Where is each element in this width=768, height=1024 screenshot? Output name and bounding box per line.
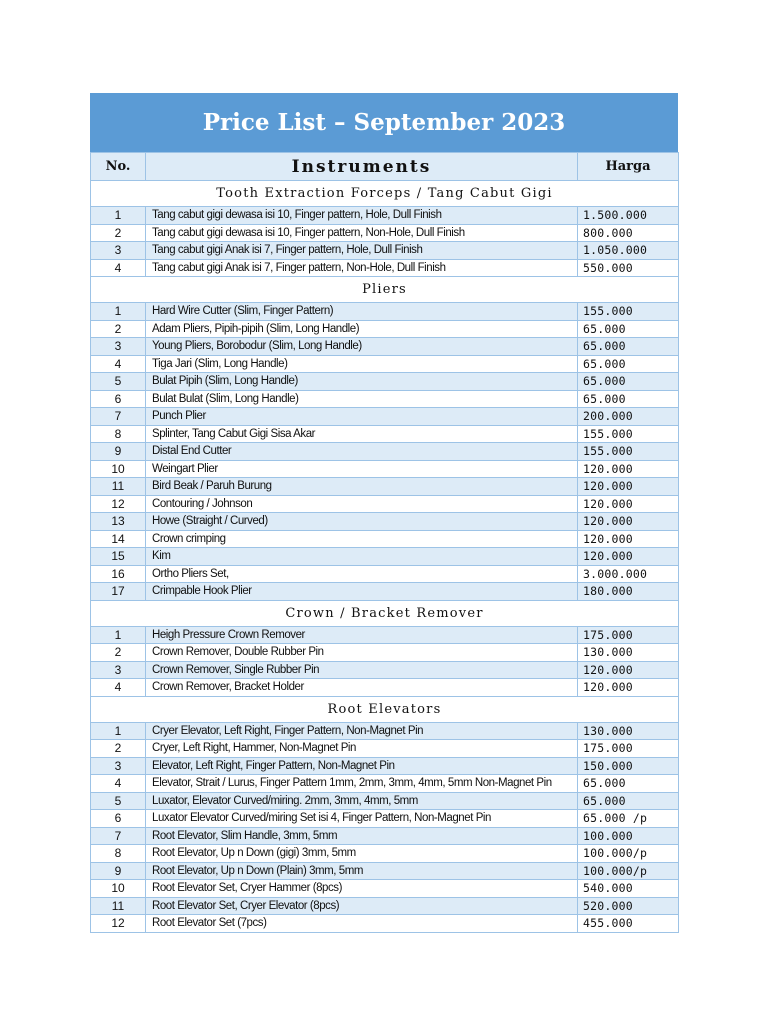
item-price: 155.000 (578, 425, 679, 443)
table-row (91, 810, 679, 828)
row-number: 4 (91, 259, 146, 277)
row-number: 1 (91, 207, 146, 225)
table-row (91, 425, 679, 443)
item-description: Ortho Pliers Set, (146, 565, 578, 583)
row-number: 8 (91, 425, 146, 443)
table-row (91, 722, 679, 740)
section-title: Root Elevators (91, 696, 679, 722)
item-price: 180.000 (578, 583, 679, 601)
section-header-row (91, 181, 679, 207)
item-description: Crown crimping (146, 530, 578, 548)
row-number: 13 (91, 513, 146, 531)
section-title: Tooth Extraction Forceps / Tang Cabut Gigi (91, 181, 679, 207)
table-row (91, 775, 679, 793)
item-description: Bird Beak / Paruh Burung (146, 478, 578, 496)
item-description: Elevator, Strait / Lurus, Finger Pattern 1mm, 2mm, 3mm, 4mm, 5mm Non-Magnet Pin (146, 775, 578, 793)
section-title: Pliers (91, 277, 679, 303)
table-row (91, 495, 679, 513)
row-number: 7 (91, 827, 146, 845)
item-description: Howe (Straight / Curved) (146, 513, 578, 531)
item-description: Adam Pliers, Pipih-pipih (Slim, Long Handle) (146, 320, 578, 338)
section-header-row (91, 696, 679, 722)
row-number: 4 (91, 679, 146, 697)
table-header-row (91, 153, 679, 181)
table-row (91, 478, 679, 496)
row-number: 4 (91, 775, 146, 793)
table-row (91, 548, 679, 566)
price-list-sheet (90, 93, 678, 933)
item-price: 120.000 (578, 661, 679, 679)
item-price: 120.000 (578, 530, 679, 548)
item-price: 65.000 (578, 775, 679, 793)
table-row (91, 320, 679, 338)
page-title: Price List – September 2023 (90, 93, 678, 152)
item-price: 65.000 (578, 390, 679, 408)
item-description: Luxator Elevator Curved/miring Set isi 4, Finger Pattern, Non-Magnet Pin (146, 810, 578, 828)
item-price: 65.000 /p (578, 810, 679, 828)
item-description: Root Elevator Set, Cryer Hammer (8pcs) (146, 880, 578, 898)
item-description: Contouring / Johnson (146, 495, 578, 513)
table-row (91, 757, 679, 775)
item-price: 100.000/p (578, 862, 679, 880)
row-number: 12 (91, 495, 146, 513)
table-row (91, 373, 679, 391)
header-no: No. (91, 153, 146, 181)
table-row (91, 862, 679, 880)
item-price: 800.000 (578, 224, 679, 242)
item-price: 155.000 (578, 303, 679, 321)
row-number: 5 (91, 373, 146, 391)
item-description: Cryer Elevator, Left Right, Finger Pattern, Non-Magnet Pin (146, 722, 578, 740)
table-row (91, 355, 679, 373)
item-price: 65.000 (578, 792, 679, 810)
section-title: Crown / Bracket Remover (91, 600, 679, 626)
item-price: 540.000 (578, 880, 679, 898)
row-number: 5 (91, 792, 146, 810)
table-row (91, 915, 679, 933)
row-number: 7 (91, 408, 146, 426)
price-table (90, 152, 679, 933)
table-row (91, 443, 679, 461)
table-row (91, 583, 679, 601)
item-price: 1.050.000 (578, 242, 679, 260)
item-price: 1.500.000 (578, 207, 679, 225)
item-price: 155.000 (578, 443, 679, 461)
item-price: 130.000 (578, 722, 679, 740)
table-row (91, 897, 679, 915)
item-description: Root Elevator, Up n Down (gigi) 3mm, 5mm (146, 845, 578, 863)
row-number: 9 (91, 862, 146, 880)
row-number: 10 (91, 880, 146, 898)
table-row (91, 460, 679, 478)
row-number: 11 (91, 897, 146, 915)
item-price: 120.000 (578, 679, 679, 697)
row-number: 16 (91, 565, 146, 583)
row-number: 1 (91, 303, 146, 321)
row-number: 3 (91, 757, 146, 775)
item-description: Elevator, Left Right, Finger Pattern, Non-Magnet Pin (146, 757, 578, 775)
row-number: 1 (91, 626, 146, 644)
table-row (91, 338, 679, 356)
item-description: Tiga Jari (Slim, Long Handle) (146, 355, 578, 373)
row-number: 15 (91, 548, 146, 566)
item-price: 3.000.000 (578, 565, 679, 583)
item-price: 65.000 (578, 373, 679, 391)
table-row (91, 880, 679, 898)
table-row (91, 242, 679, 260)
table-row (91, 626, 679, 644)
row-number: 14 (91, 530, 146, 548)
item-price: 120.000 (578, 548, 679, 566)
item-price: 65.000 (578, 355, 679, 373)
item-price: 130.000 (578, 644, 679, 662)
table-row (91, 661, 679, 679)
item-description: Crimpable Hook Plier (146, 583, 578, 601)
row-number: 9 (91, 443, 146, 461)
item-description: Cryer, Left Right, Hammer, Non-Magnet Pin (146, 740, 578, 758)
table-row (91, 792, 679, 810)
item-description: Tang cabut gigi Anak isi 7, Finger pattern, Non-Hole, Dull Finish (146, 259, 578, 277)
item-description: Root Elevator Set, Cryer Elevator (8pcs) (146, 897, 578, 915)
row-number: 11 (91, 478, 146, 496)
item-price: 100.000/p (578, 845, 679, 863)
item-description: Tang cabut gigi dewasa isi 10, Finger pattern, Hole, Dull Finish (146, 207, 578, 225)
section-header-row (91, 600, 679, 626)
item-price: 120.000 (578, 478, 679, 496)
item-description: Tang cabut gigi Anak isi 7, Finger pattern, Hole, Dull Finish (146, 242, 578, 260)
row-number: 2 (91, 740, 146, 758)
item-price: 550.000 (578, 259, 679, 277)
row-number: 12 (91, 915, 146, 933)
row-number: 2 (91, 644, 146, 662)
item-description: Bulat Pipih (Slim, Long Handle) (146, 373, 578, 391)
section-header-row (91, 277, 679, 303)
table-row (91, 827, 679, 845)
header-instruments: Instruments (146, 153, 578, 181)
item-description: Root Elevator, Slim Handle, 3mm, 5mm (146, 827, 578, 845)
item-description: Young Pliers, Borobodur (Slim, Long Handle) (146, 338, 578, 356)
row-number: 3 (91, 242, 146, 260)
table-row (91, 207, 679, 225)
item-price: 120.000 (578, 513, 679, 531)
item-description: Crown Remover, Bracket Holder (146, 679, 578, 697)
item-description: Splinter, Tang Cabut Gigi Sisa Akar (146, 425, 578, 443)
row-number: 6 (91, 810, 146, 828)
table-row (91, 530, 679, 548)
item-description: Heigh Pressure Crown Remover (146, 626, 578, 644)
table-row (91, 390, 679, 408)
row-number: 3 (91, 338, 146, 356)
table-row (91, 740, 679, 758)
item-description: Root Elevator, Up n Down (Plain) 3mm, 5mm (146, 862, 578, 880)
item-description: Root Elevator Set (7pcs) (146, 915, 578, 933)
item-price: 150.000 (578, 757, 679, 775)
row-number: 17 (91, 583, 146, 601)
price-table-body (91, 153, 679, 933)
item-description: Kim (146, 548, 578, 566)
item-price: 455.000 (578, 915, 679, 933)
item-price: 175.000 (578, 626, 679, 644)
row-number: 8 (91, 845, 146, 863)
item-description: Crown Remover, Single Rubber Pin (146, 661, 578, 679)
row-number: 10 (91, 460, 146, 478)
table-row (91, 224, 679, 242)
header-price: Harga (578, 153, 679, 181)
table-row (91, 845, 679, 863)
item-description: Bulat Bulat (Slim, Long Handle) (146, 390, 578, 408)
item-description: Distal End Cutter (146, 443, 578, 461)
item-description: Punch Plier (146, 408, 578, 426)
item-price: 200.000 (578, 408, 679, 426)
item-description: Hard Wire Cutter (Slim, Finger Pattern) (146, 303, 578, 321)
table-row (91, 513, 679, 531)
item-description: Luxator, Elevator Curved/miring. 2mm, 3mm, 4mm, 5mm (146, 792, 578, 810)
item-price: 65.000 (578, 320, 679, 338)
row-number: 4 (91, 355, 146, 373)
item-price: 120.000 (578, 460, 679, 478)
item-price: 120.000 (578, 495, 679, 513)
item-description: Weingart Plier (146, 460, 578, 478)
row-number: 1 (91, 722, 146, 740)
item-description: Tang cabut gigi dewasa isi 10, Finger pattern, Non-Hole, Dull Finish (146, 224, 578, 242)
table-row (91, 303, 679, 321)
table-row (91, 259, 679, 277)
item-price: 65.000 (578, 338, 679, 356)
table-row (91, 679, 679, 697)
item-price: 100.000 (578, 827, 679, 845)
item-description: Crown Remover, Double Rubber Pin (146, 644, 578, 662)
item-price: 520.000 (578, 897, 679, 915)
item-price: 175.000 (578, 740, 679, 758)
table-row (91, 565, 679, 583)
row-number: 3 (91, 661, 146, 679)
row-number: 2 (91, 224, 146, 242)
row-number: 2 (91, 320, 146, 338)
table-row (91, 644, 679, 662)
row-number: 6 (91, 390, 146, 408)
table-row (91, 408, 679, 426)
